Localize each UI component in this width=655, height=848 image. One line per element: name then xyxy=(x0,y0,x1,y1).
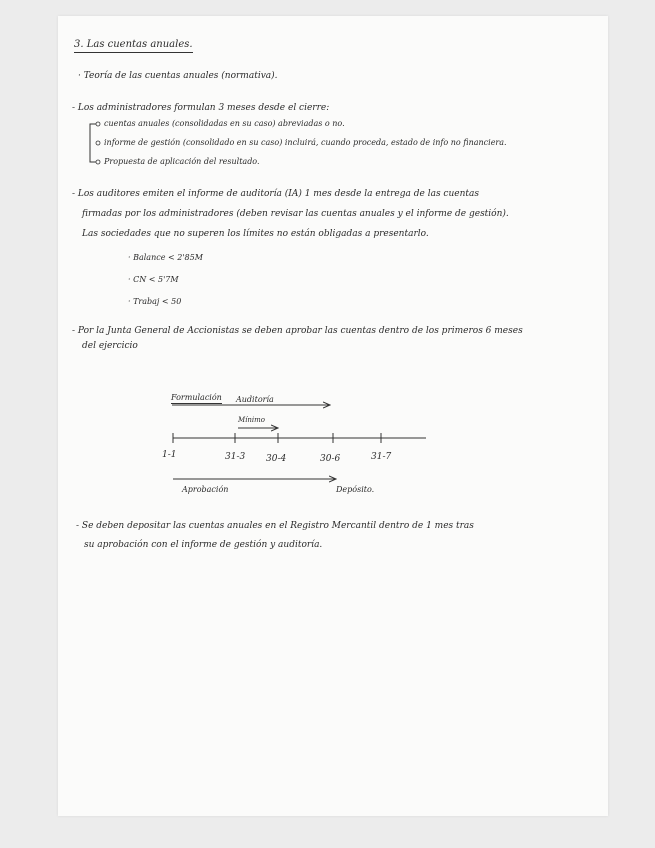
bullet-deposit-line1: - Se deben depositar las cuentas anuales en el Registro Mercantil dentro de 1 mes tras xyxy=(76,521,474,531)
bullet-approval-line1: - Por la Junta General de Accionistas se deben aprobar las cuentas dentro de los primeros 6 meses xyxy=(72,326,523,336)
bullet-approval-line2: del ejercicio xyxy=(82,341,138,351)
timeline-deposito-label: Depósito. xyxy=(336,485,375,494)
bullet-audit-line1: - Los auditores emiten el informe de auditoría (IA) 1 mes desde la entrega de las cuentas xyxy=(72,189,479,199)
formulation-item: informe de gestión (consolidado en su caso) incluirá, cuando proceda, estado de info no financiera. xyxy=(104,138,507,147)
bullet-audit-line2: firmadas por los administradores (deben revisar las cuentas anuales y el informe de gestión). xyxy=(82,209,509,219)
timeline-tick-label: 31-3 xyxy=(225,452,246,462)
timeline-tick-label: 1-1 xyxy=(162,450,177,460)
notebook-page xyxy=(58,16,608,816)
timeline-aprobacion-label: Aprobación xyxy=(182,485,229,494)
subheading: · Teoría de las cuentas anuales (normativa). xyxy=(78,71,278,81)
timeline-tick-label: 31-7 xyxy=(371,452,392,462)
bullet-deposit-line2: su aprobación con el informe de gestión y auditoría. xyxy=(84,540,323,550)
timeline-tick-label: 30-4 xyxy=(266,454,287,464)
timeline-minimo-label: Mínimo xyxy=(238,416,266,424)
timeline-formulacion-label: Formulación xyxy=(171,393,222,402)
timeline-diagram xyxy=(58,16,608,816)
bullet-audit-line3: Las sociedades que no superen los límites no están obligadas a presentarlo. xyxy=(82,229,429,239)
bullet-formulation-intro: - Los administradores formulan 3 meses desde el cierre: xyxy=(72,103,330,113)
timeline-tick-label: 30-6 xyxy=(320,454,341,464)
timeline-auditoria-label: Auditoría xyxy=(236,395,274,404)
limit-item: · Balance < 2'85M xyxy=(128,253,203,262)
formulation-item: cuentas anuales (consolidadas en su caso) abreviadas o no. xyxy=(104,119,345,128)
limit-item: · Trabaj < 50 xyxy=(128,297,182,306)
formulation-item: Propuesta de aplicación del resultado. xyxy=(104,157,260,166)
limit-item: · CN < 5'7M xyxy=(128,275,179,284)
section-heading: 3. Las cuentas anuales. xyxy=(74,40,193,53)
